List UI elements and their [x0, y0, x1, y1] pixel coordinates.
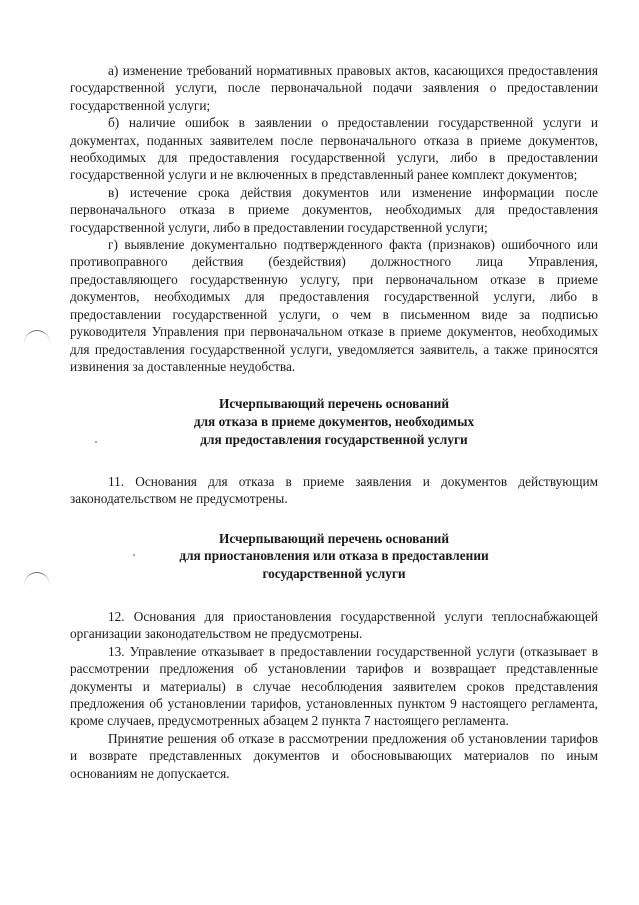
paragraph-13: 13. Управление отказывает в предоставлении государственной услуги (отказывает в рассмотрении предложения об установлении тарифов и возвращает представленные документы и материалы) в случае несоблюдения заявителем сроков представления предложения об установлении тарифов, установленных пунктом 9 настоящего регламента, кроме случаев, предусмотренных абзацем 2 пункта 7 настоящего регламента. [70, 643, 598, 729]
heading-line: Исчерпывающий перечень оснований [219, 396, 449, 412]
document-body [70, 62, 598, 782]
paragraph-11: 11. Основания для отказа в приеме заявления и документов действующим законодательством не предусмотрены. [70, 473, 598, 507]
paragraph-g: г) выявление документально подтвержденного факта (признаков) ошибочного или противоправного действия (бездействия) должностного лица Управления, предоставляющего государственную услугу, при первоначальном отказе в приеме документов, необходимых для предоставления государственной услуги, либо в предоставлении государственной услуги, о чем в письменном виде за подписью руководителя Управления при первоначальном отказе в приеме документов, необходимых для предоставления государственной услуги, уведомляется заявитель, а также приносятся извинения за доставленные неудобства. [70, 237, 598, 374]
paragraph-final: Принятие решения об отказе в рассмотрении предложения об установлении тарифов и возврате представленных документов и обосновывающих материалов по иным основаниям не допускается. [70, 730, 598, 781]
paragraph-b: б) наличие ошибок в заявлении о предоставлении государственной услуги и документах, поданных заявителем после первоначального отказа в приеме документов, необходимых для предоставления государственной услуги, либо в предоставлении государственной услуги и не включенных в представленный ранее комплект документов; [70, 115, 598, 183]
paragraph-12: 12. Основания для приостановления государственной услуги теплоснабжающей организации законодательством не предусмотрены. [70, 608, 598, 642]
heading-line: для предоставления государственной услуги [200, 431, 468, 447]
paragraph-a: а) изменение требований нормативных правовых актов, касающихся предоставления государственной услуги, после первоначальной подачи заявления о предоставлении государственной услуги; [70, 63, 598, 113]
heading-line: Исчерпывающий перечень оснований [219, 530, 449, 546]
section-heading-suspension-refusal [70, 530, 598, 583]
paragraph-v: в) истечение срока действия документов или изменение информации после первоначального отказа в приеме документов, необходимых для предоставления государственной услуги, либо в предоставлении государственной услуги; [70, 184, 598, 235]
heading-line: государственной услуги [262, 566, 406, 582]
heading-line: для отказа в приеме документов, необходимых [193, 414, 475, 430]
scan-artifact-mark [24, 330, 50, 357]
scan-artifact-mark [24, 572, 50, 599]
section-heading-refusal-acceptance [70, 395, 598, 448]
heading-line: для приостановления или отказа в предоставлении [179, 548, 489, 564]
